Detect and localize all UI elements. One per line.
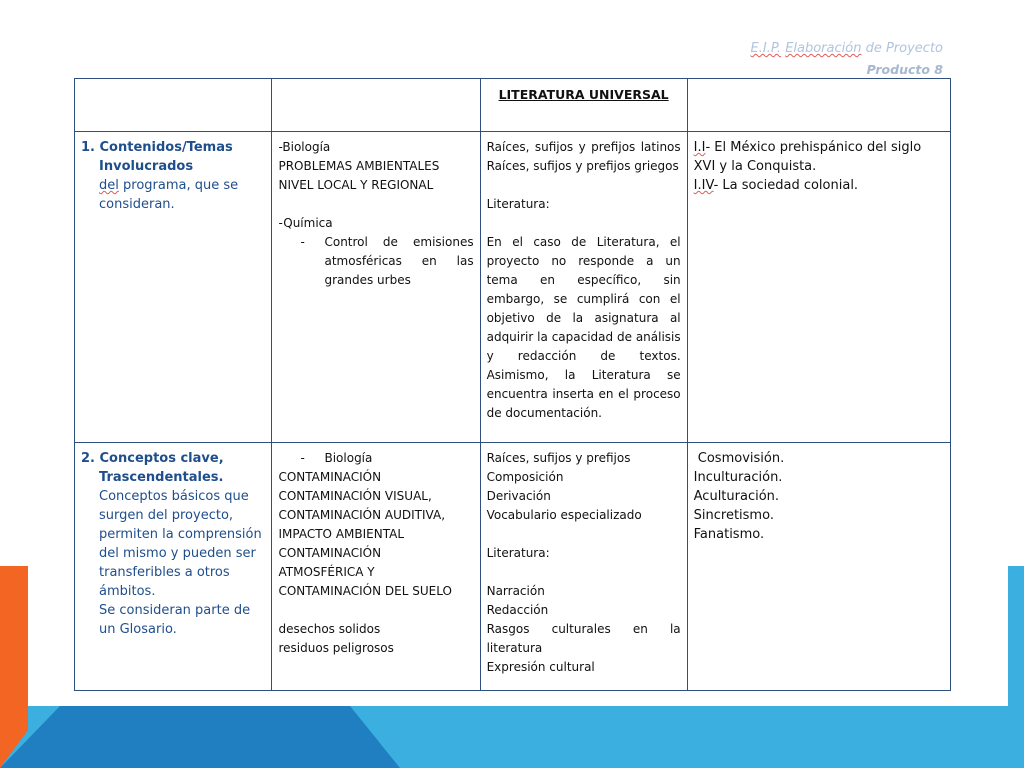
concept-line: CONTAMINACIÓN DEL SUELO — [278, 584, 452, 598]
raices-text: Raíces, sufijos y prefijos latinos Raíces, sufijos y prefijos griegos — [486, 140, 681, 173]
header-project-title — [751, 41, 943, 56]
concept-line: Rasgos culturales en la literatura — [486, 622, 681, 655]
concept-line: Redacción — [486, 603, 549, 617]
table-row — [75, 132, 951, 443]
list-item — [278, 449, 473, 468]
cell-contenidos — [75, 132, 272, 443]
list-item — [694, 176, 944, 195]
concept-line: CONTAMINACIÓN AUDITIVA, — [278, 508, 446, 522]
bottom-dark-blue-shape — [0, 706, 400, 768]
table-header-row — [75, 79, 951, 132]
contenidos-desc — [81, 176, 265, 214]
concept-line: residuos peligrosos — [278, 641, 394, 655]
cell-literatura-header — [480, 79, 687, 132]
literatura-universal-title: LITERATURA UNIVERSAL — [498, 87, 669, 102]
concept-line: Composición — [486, 470, 564, 484]
concept-line: Aculturación. — [693, 489, 780, 504]
tema-text: - La sociedad colonial. — [713, 178, 859, 193]
concept-line: Cosmovisión. — [693, 451, 785, 466]
cell-conceptos-biologia — [272, 443, 480, 691]
nivel-line: NIVEL LOCAL Y REGIONAL — [278, 178, 434, 192]
concept-line: Inculturación. — [693, 470, 783, 485]
cell-empty-4 — [687, 79, 950, 132]
literatura-paragraph: En el caso de Literatura, el proyecto no responde a un tema en específico, sin embargo, se cumplirá con el objetivo de la asignatura al adquirir la capacidad de análisis y redacción de textos. Asimismo, la Literatura se encuentra inserta en el proceso de documentación. — [486, 235, 681, 420]
cell-empty-1 — [75, 79, 272, 132]
project-table — [74, 78, 951, 691]
cell-conceptos — [75, 443, 272, 691]
cell-empty-2 — [272, 79, 480, 132]
concept-line: Vocabulario especializado — [486, 508, 642, 522]
concept-line: CONTAMINACIÓN VISUAL, — [278, 489, 432, 503]
conceptos-desc: Conceptos básicos que surgen del proyecto, permiten la comprensión del mismo y pueden ser transferibles a otros ámbitos. — [99, 489, 262, 599]
list-item — [278, 233, 473, 290]
header-code: E.I.P. — [750, 41, 782, 56]
concept-line: Expresión cultural — [486, 660, 595, 674]
list-item — [694, 138, 944, 176]
concept-line: Sincretismo. — [693, 508, 774, 523]
conceptos-title: 2. Conceptos clave, — [81, 451, 224, 466]
header-product: Producto 8 — [866, 62, 943, 77]
biologia-label: -Biología — [278, 140, 331, 154]
concept-line: IMPACTO AMBIENTAL — [278, 527, 404, 541]
concept-line: Raíces, sufijos y prefijos — [486, 451, 631, 465]
cell-literatura-contenidos — [480, 132, 687, 443]
cell-historia-temas — [687, 132, 950, 443]
tema-code: I.I — [693, 140, 706, 155]
control-emisiones-text: Control de emisiones atmosféricas en las grandes urbes — [324, 235, 474, 287]
quimica-label: -Química — [278, 216, 333, 230]
table-row — [75, 443, 951, 691]
concept-line: Derivación — [486, 489, 551, 503]
tema-code: I.IV — [693, 178, 714, 193]
cell-biologia-quimica — [272, 132, 480, 443]
problemas-line: PROBLEMAS AMBIENTALES — [278, 159, 440, 173]
desc-del: del — [99, 178, 119, 193]
concept-line: ATMOSFÉRICA Y — [278, 565, 375, 579]
cell-conceptos-literatura — [480, 443, 687, 691]
bullet-dash: - — [300, 451, 305, 465]
contenidos-title: 1. Contenidos/Temas — [81, 140, 233, 155]
bullet-dash: - — [300, 235, 305, 249]
header-suffix: de Proyecto — [861, 41, 943, 56]
literatura-label: Literatura: — [486, 546, 550, 560]
glosario-desc: Se consideran parte de un Glosario. — [99, 603, 251, 637]
concept-line: Fanatismo. — [693, 527, 765, 542]
concept-line: desechos solidos — [278, 622, 381, 636]
contenidos-subtitle: Involucrados — [99, 159, 194, 174]
tema-text: - El México prehispánico del siglo XVI y la Conquista. — [693, 140, 922, 174]
conceptos-subtitle: Trascendentales. — [99, 470, 224, 485]
concept-line: CONTAMINACIÓN — [278, 470, 382, 484]
concept-line: CONTAMINACIÓN — [278, 546, 382, 560]
cell-conceptos-historia — [687, 443, 950, 691]
concept-line: Narración — [486, 584, 545, 598]
biologia-label: Biología — [324, 451, 373, 465]
literatura-label: Literatura: — [486, 197, 550, 211]
header-word: Elaboración — [785, 41, 862, 56]
desc-rest: programa, que se consideran. — [99, 178, 239, 212]
